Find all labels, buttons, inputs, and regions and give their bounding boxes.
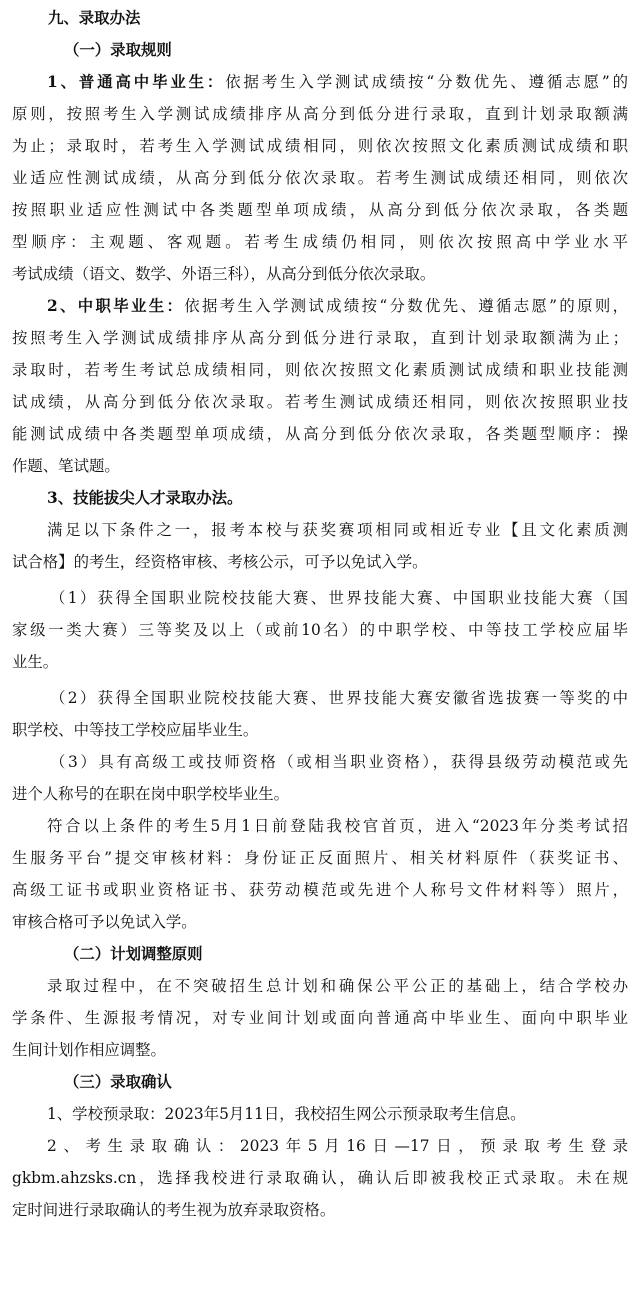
confirm-item-1: 1、学校预录取：2023年5月11日，我校招生网公示预录取考生信息。 (47, 1105, 526, 1123)
paragraph-line: 依据考生入学测试成绩按“分数优先、遵循志愿”的 (225, 73, 628, 91)
plan-heading: （二）计划调整原则 (64, 945, 203, 963)
paragraph-skill-talent (12, 482, 628, 938)
condition-2-line: 职学校、中等技工学校应届毕业生。 (12, 721, 259, 739)
paragraph-line: 原则，按照考生入学测试成绩排序从高分到低分进行录取，直到计划录取额满 (12, 105, 628, 123)
rules-heading: （一）录取规则 (64, 41, 172, 59)
confirm-heading: （三）录取确认 (64, 1073, 172, 1091)
plan-line: 学条件、生源报考情况，对专业间计划或面向普通高中毕业生、面向中职毕业 (12, 1009, 628, 1027)
vocational-label: 2、中职毕业生： (47, 297, 185, 315)
paragraph-general-high-school (12, 66, 628, 290)
confirm-item-2-line: gkbm.ahzsks.cn，选择我校进行录取确认，确认后即被我校正式录取。未在规 (12, 1169, 628, 1187)
paragraph-line: 型顺序：主观题、客观题。若考生成绩仍相同，则依次按照高中学业水平 (12, 233, 628, 251)
section-title: 九、录取办法 (48, 9, 141, 27)
condition-2-line: （2）获得全国职业院校技能大赛、世界技能大赛安徽省选拔赛一等奖的中 (50, 689, 628, 707)
paragraph-vocational (12, 290, 628, 482)
confirm-item-2-line: 定时间进行录取确认的考生视为放弃录取资格。 (12, 1201, 336, 1219)
plan-line: 录取过程中，在不突破招生总计划和确保公平公正的基础上，结合学校办 (47, 977, 628, 995)
apply-line: 生服务平台”提交审核材料：身份证正反面照片、相关材料原件（获奖证书、 (12, 849, 628, 867)
paragraph-line: 考试成绩（语文、数学、外语三科），从高分到低分依次录取。 (12, 265, 436, 283)
paragraph-line: 录取时，若考生考试总成绩相同，则依次按照文化素质测试成绩和职业技能测 (12, 361, 628, 379)
confirm-item-2-line: 2、考生录取确认：2023年5月16日—17日，预录取考生登录 (47, 1137, 628, 1155)
paragraph-line: 业适应性测试成绩，从高分到低分依次录取。若考生测试成绩还相同，则依次 (12, 169, 628, 187)
general-high-school-label: 1、普通高中毕业生： (47, 73, 226, 91)
condition-3-line: （3）具有高级工或技师资格（或相当职业资格），获得县级劳动模范或先 (50, 753, 628, 771)
condition-1-line: 家级一类大赛）三等奖及以上（或前10名）的中职学校、中等技工学校应届毕 (12, 621, 628, 639)
paragraph-line: 能测试成绩中各类题型单项成绩，从高分到低分依次录取，各类题型顺序：操 (12, 425, 628, 443)
apply-line: 审核合格可予以免试入学。 (12, 913, 197, 931)
paragraph-line: 试合格】的考生，经资格审核、考核公示，可予以免试入学。 (12, 553, 428, 571)
apply-line: 高级工证书或职业资格证书、获劳动模范或先进个人称号文件材料等）照片， (12, 881, 628, 899)
skill-talent-label: 3、技能拔尖人才录取办法。 (47, 489, 243, 507)
plan-line: 生间计划作相应调整。 (12, 1041, 166, 1059)
paragraph-line: 试成绩，从高分到低分依次录取。若考生测试成绩还相同，则依次按照职业技 (12, 393, 628, 411)
paragraph-line: 按照职业适应性测试中各类题型单项成绩，从高分到低分依次录取，各类题 (12, 201, 628, 219)
condition-1-line: 业生。 (12, 653, 59, 671)
paragraph-line: 为止；录取时，若考生入学测试成绩相同，则依次按照文化素质测试成绩和职 (12, 137, 628, 155)
condition-1-line: （1）获得全国职业院校技能大赛、世界技能大赛、中国职业技能大赛（国 (50, 589, 628, 607)
paragraph-line: 依据考生入学测试成绩按“分数优先、遵循志愿”的原则， (184, 297, 628, 315)
condition-3-line: 进个人称号的在职在岗中职学校毕业生。 (12, 785, 290, 803)
paragraph-line: 满足以下条件之一，报考本校与获奖赛项相同或相近专业【且文化素质测 (47, 521, 628, 539)
paragraph-line: 按照考生入学测试成绩排序从高分到低分进行录取，直到计划录取额满为止； (12, 329, 628, 347)
paragraph-line: 作题、笔试题。 (12, 457, 120, 475)
apply-line: 符合以上条件的考生5月1日前登陆我校官首页，进入“2023年分类考试招 (47, 817, 628, 835)
